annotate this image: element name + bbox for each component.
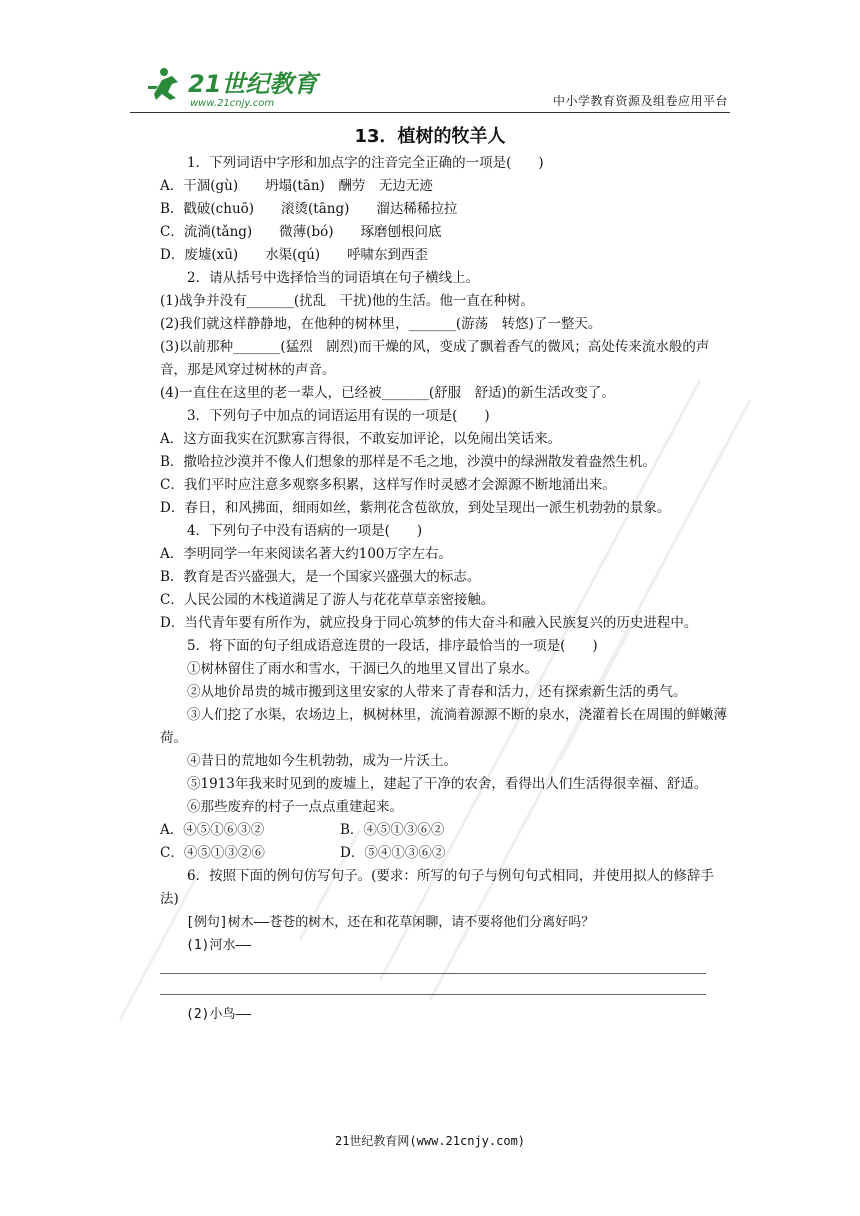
platform-name: 中小学教育资源及组卷应用平台 bbox=[552, 94, 728, 108]
q3-option-b: B．撒哈拉沙漠并不像人们想象的那样是不毛之地，沙漠中的绿洲散发着盎然生机。 bbox=[160, 454, 656, 470]
question-list bbox=[160, 152, 732, 1026]
brand-logo bbox=[148, 64, 328, 108]
q1-option-d: D．废墟(xū) 水渠(qú) 呼啸东到西歪 bbox=[160, 247, 429, 263]
q5-sentence-1: ①树林留住了雨水和雪水，干涸已久的地里又冒出了泉水。 bbox=[187, 661, 538, 677]
q1-stem: 1．下列词语中字形和加点字的注音完全正确的一项是( ) bbox=[187, 155, 544, 171]
q3-option-c: C．我们平时应注意多观察多积累，这样写作时灵感才会源源不断地涌出来。 bbox=[160, 477, 616, 493]
q5-option-d: D．⑤④①③⑥② bbox=[340, 845, 446, 861]
q5-stem: 5．将下面的句子组成语意连贯的一段话，排序最恰当的一项是( ) bbox=[187, 638, 598, 654]
page-footer: 21世纪教育网(www.21cnjy.com) bbox=[334, 1134, 526, 1148]
q2-item-4: (4)一直住在这里的老一辈人，已经被_______(舒服 舒适)的新生活改变了。 bbox=[160, 385, 615, 401]
q1-option-c: C．流淌(tǎng) 微薄(bó) 琢磨刨根问底 bbox=[160, 224, 442, 240]
q4-option-d: D．当代青年要有所作为，就应投身于同心筑梦的伟大奋斗和融入民族复兴的历史进程中。 bbox=[160, 615, 698, 631]
q5-sentence-2: ②从地价昂贵的城市搬到这里安家的人带来了青春和活力，还有探索新生活的勇气。 bbox=[187, 684, 687, 700]
q5-sentence-6: ⑥那些废弃的村子一点点重建起来。 bbox=[187, 799, 403, 815]
q3-stem: 3．下列句子中加点的词语运用有误的一项是( ) bbox=[187, 408, 490, 424]
page-title: 13．植树的牧羊人 bbox=[354, 126, 506, 147]
q4-stem: 4．下列句子中没有语病的一项是( ) bbox=[187, 523, 423, 539]
q5-options-row-1 bbox=[160, 819, 732, 842]
q2-item-1: (1)战争并没有_______(扰乱 干扰)他的生活。他一直在种树。 bbox=[160, 293, 534, 309]
q5-option-b: B．④⑤①③⑥② bbox=[340, 822, 445, 838]
q2-stem: 2．请从括号中选择恰当的词语填在句子横线上。 bbox=[187, 270, 480, 286]
q6-example: [例句]树木——苍苍的树木，还在和花草闲聊，请不要将他们分离好吗？ bbox=[186, 915, 595, 930]
q2-item-3: (3)以前那种_______(猛烈 剧烈)而干燥的风，变成了飘着香气的微风；高处传来流水般的声音，那是风穿过树林的声音。 bbox=[160, 339, 710, 378]
q6-prompt-1: (1)河水—— bbox=[186, 938, 252, 953]
q2-item-2: (2)我们就这样静静地，在他种的树林里，_______(游荡 转悠)了一整天。 bbox=[160, 316, 602, 332]
q5-option-a: A．④⑤①⑥③② bbox=[160, 822, 265, 838]
page-header bbox=[130, 58, 730, 114]
q4-option-b: B．教育是否兴盛强大，是一个国家兴盛强大的标志。 bbox=[160, 569, 481, 585]
q1-option-a: A．干涸(gù) 坍塌(tān) 酬劳 无边无迹 bbox=[160, 178, 433, 194]
logo-text: 21世纪教育 bbox=[188, 70, 318, 98]
q3-option-d: D．春日，和风拂面，细雨如丝，紫荆花含苞欲放，到处呈现出一派生机勃勃的景象。 bbox=[160, 500, 671, 516]
q5-sentence-3: ③人们挖了水渠，农场边上，枫树林里，流淌着源源不断的泉水，浇灌着长在周围的鲜嫩薄荷。 bbox=[160, 707, 727, 746]
q6-answer-line-2[interactable] bbox=[160, 982, 706, 995]
logo-url: www.21cnjy.com bbox=[190, 98, 275, 108]
q6-stem: 6．按照下面的例句仿写句子。(要求：所写的句子与例句句式相同，并使用拟人的修辞手法) bbox=[160, 868, 714, 907]
q4-option-a: A．李明同学一年来阅读名著大约100万字左右。 bbox=[160, 546, 453, 562]
q5-options-row-2 bbox=[160, 842, 732, 865]
header-divider bbox=[130, 112, 730, 113]
q6-answer-line-1[interactable] bbox=[160, 961, 706, 974]
q5-option-c: C．④⑤①③②⑥ bbox=[160, 845, 265, 861]
q1-option-b: B．戳破(chuō) 滚烫(tāng) 溜达稀稀拉拉 bbox=[160, 201, 458, 217]
q4-option-c: C．人民公园的木栈道满足了游人与花花草草亲密接触。 bbox=[160, 592, 495, 608]
q5-sentence-5: ⑤1913年我来时见到的废墟上，建起了干净的农舍，看得出人们生活得很幸福、舒适。 bbox=[187, 776, 708, 792]
q6-prompt-2: (2)小鸟—— bbox=[186, 1007, 252, 1022]
q3-option-a: A．这方面我实在沉默寡言得很，不敢妄加评论，以免闹出笑话来。 bbox=[160, 431, 562, 447]
q5-sentence-4: ④昔日的荒地如今生机勃勃，成为一片沃土。 bbox=[187, 753, 457, 769]
